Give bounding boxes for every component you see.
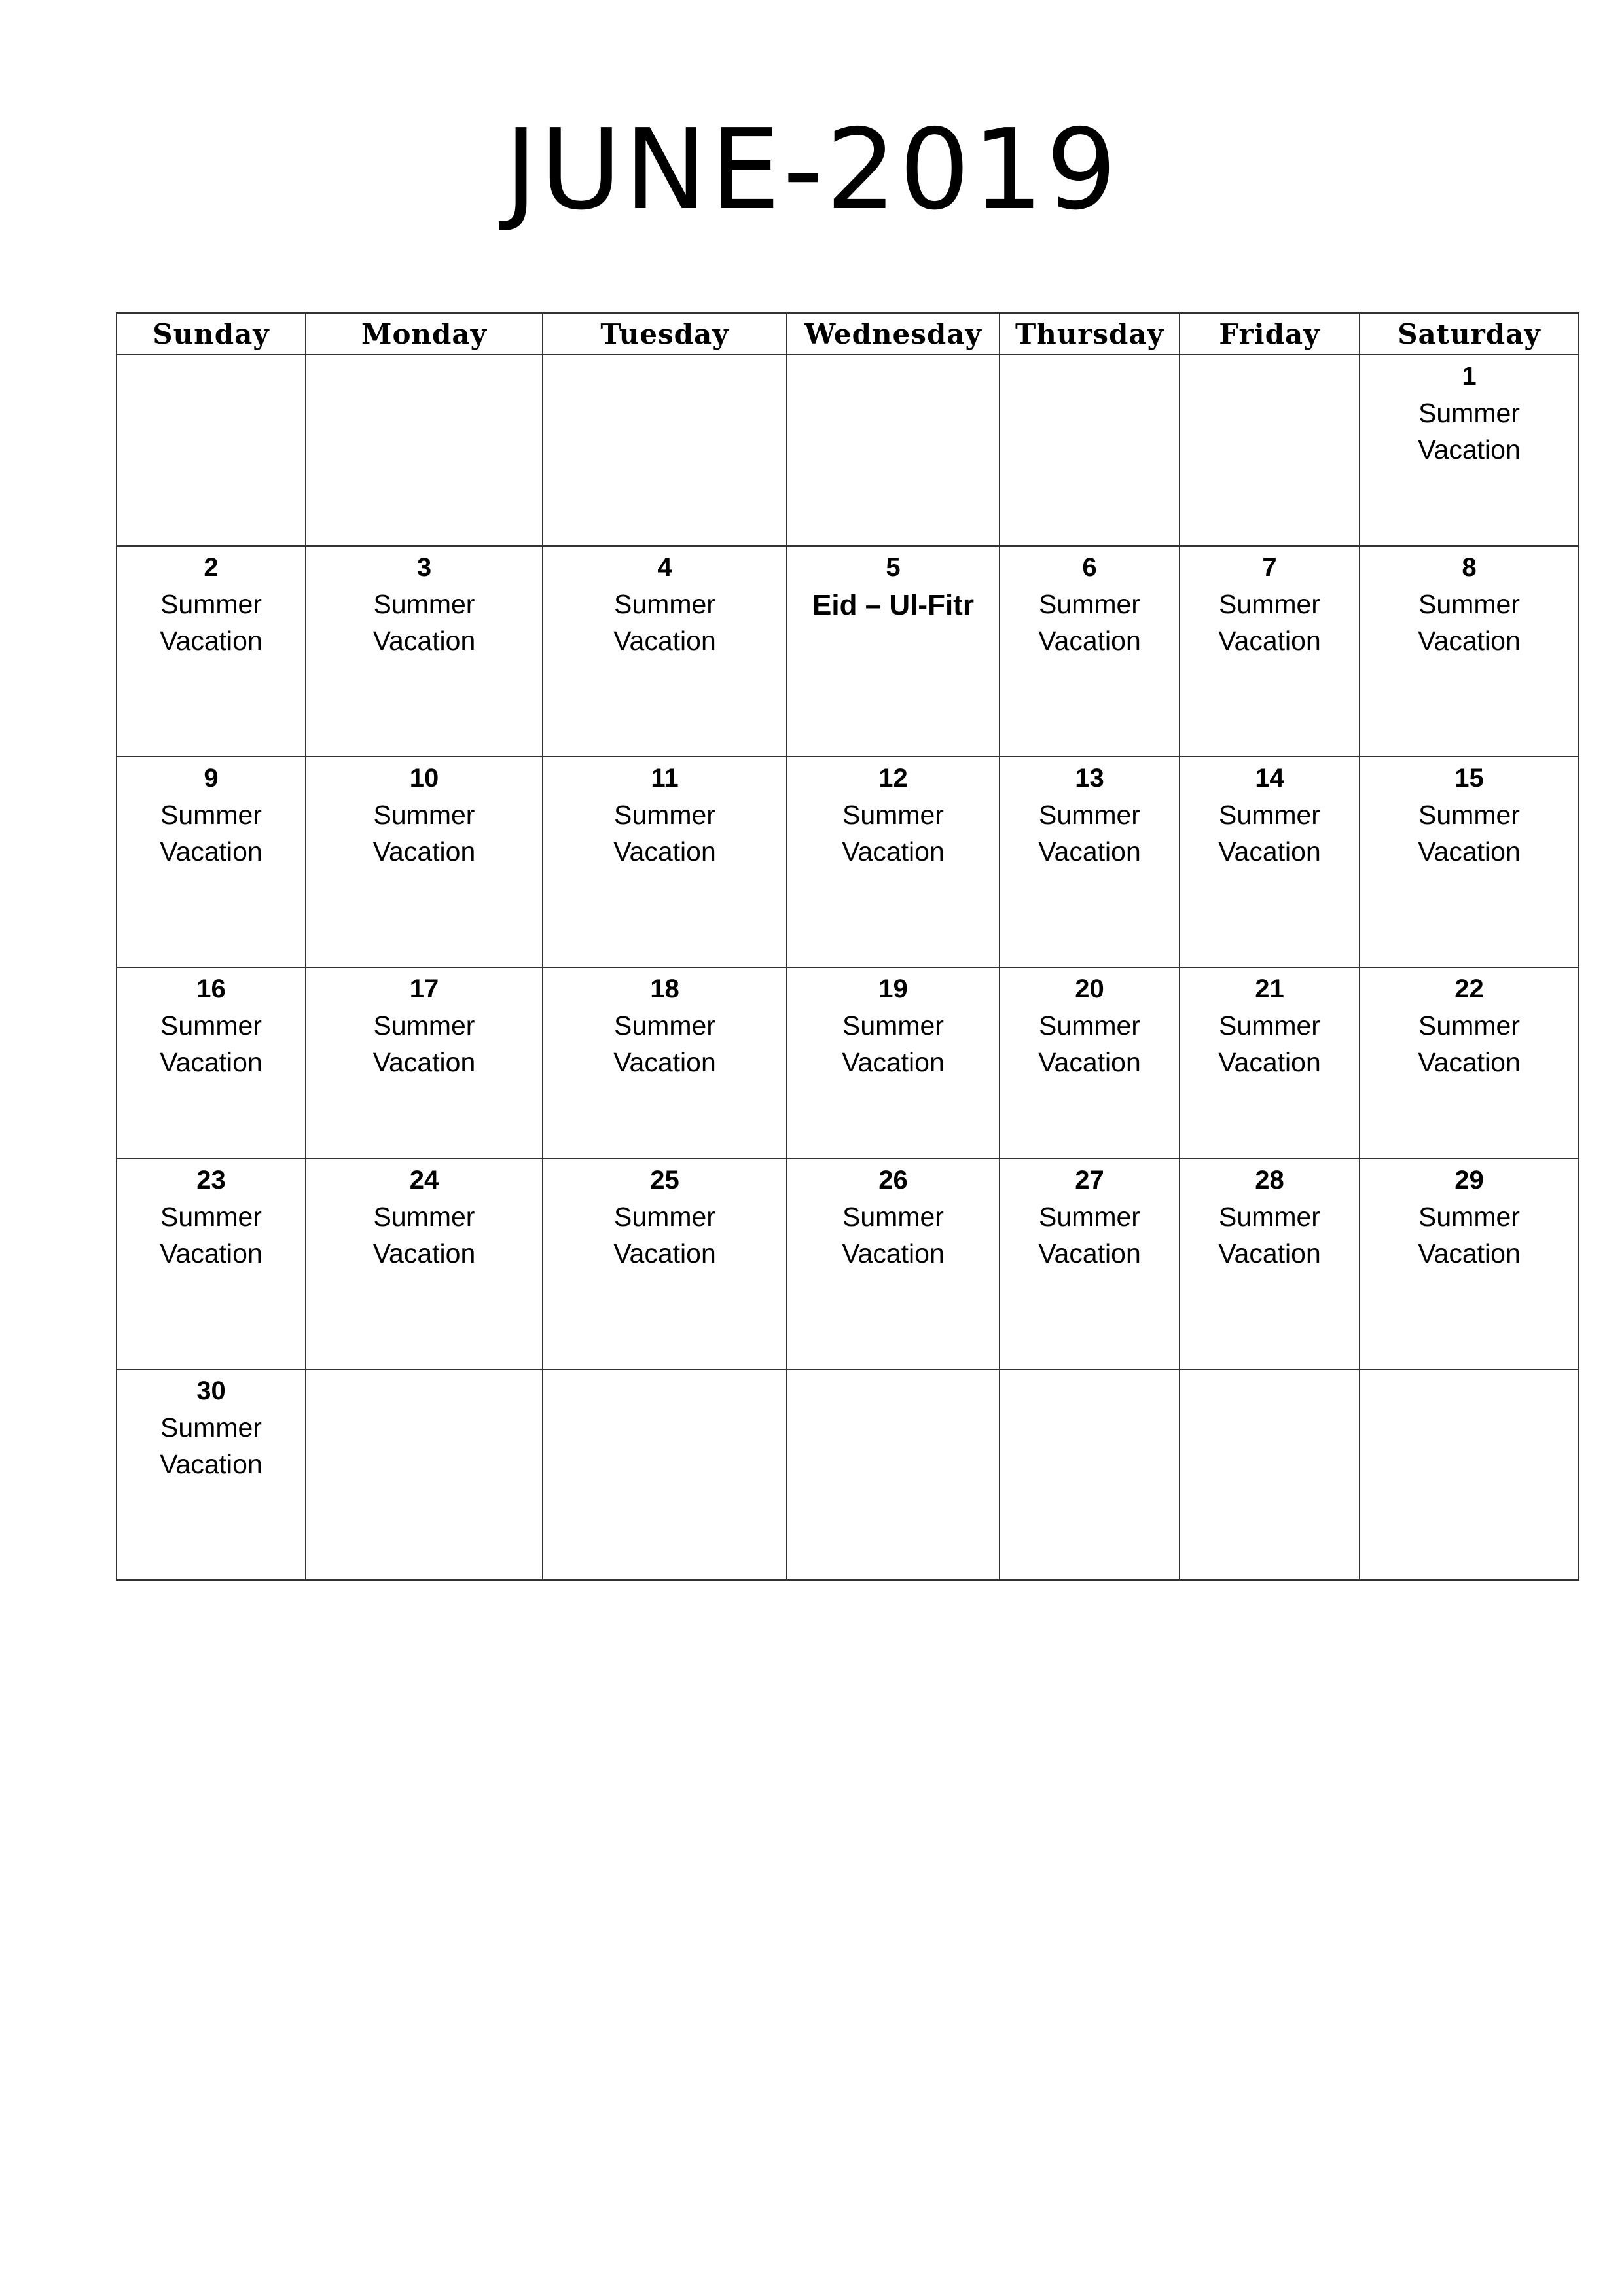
calendar-table [116,312,1579,1581]
day-number: 17 [409,975,439,1003]
calendar-day-cell [543,757,787,967]
calendar-day-cell [1360,1158,1579,1369]
calendar-day-cell [1180,1158,1360,1369]
calendar-week-row [117,967,1579,1158]
calendar-day-cell [1180,757,1360,967]
weekday-header: Friday [1180,313,1360,355]
weekday-header-row [117,313,1579,355]
calendar-day-cell [1360,967,1579,1158]
weekday-header: Monday [306,313,543,355]
calendar-day-cell [787,546,1000,757]
calendar-day-cell [1360,546,1579,757]
event-label: Summer Vacation [842,1011,945,1077]
weekday-header: Wednesday [787,313,1000,355]
day-number: 25 [650,1166,679,1194]
event-label: Summer Vacation [613,1011,716,1077]
event-label: Summer Vacation [1038,1011,1141,1077]
day-number: 21 [1255,975,1284,1003]
event-label: Summer Vacation [1418,398,1521,465]
event-label: Summer Vacation [1038,800,1141,867]
weekday-header: Saturday [1360,313,1579,355]
day-number: 19 [878,975,908,1003]
day-number: 27 [1075,1166,1104,1194]
calendar-day-cell [543,1158,787,1369]
empty-day-cell [1360,1369,1579,1580]
day-number: 8 [1462,553,1477,582]
day-number: 14 [1255,764,1284,793]
day-number: 28 [1255,1166,1284,1194]
calendar-week-row [117,355,1579,546]
empty-day-cell [1000,355,1180,546]
day-number: 15 [1454,764,1484,793]
day-number: 26 [878,1166,908,1194]
event-label: Summer Vacation [613,800,716,867]
event-label: Summer Vacation [160,1202,262,1268]
empty-day-cell [787,1369,1000,1580]
day-number: 2 [204,553,219,582]
day-number: 9 [204,764,219,793]
day-number: 13 [1075,764,1104,793]
calendar-week-row [117,757,1579,967]
day-number: 22 [1454,975,1484,1003]
event-label: Summer Vacation [1038,1202,1141,1268]
calendar-day-cell [1000,1158,1180,1369]
page-title: JUNE-2019 [504,105,1120,235]
empty-day-cell [117,355,306,546]
event-label: Summer Vacation [372,800,476,867]
calendar-day-cell [1180,967,1360,1158]
calendar-day-cell [306,967,543,1158]
event-label: Summer Vacation [1218,1011,1321,1077]
day-number: 5 [886,553,901,582]
weekday-header: Tuesday [543,313,787,355]
day-number: 30 [196,1376,226,1405]
day-number: 3 [416,553,432,582]
day-number: 23 [196,1166,226,1194]
calendar-day-cell [787,967,1000,1158]
calendar-day-cell [306,546,543,757]
calendar-day-cell [306,1158,543,1369]
day-number: 10 [409,764,439,793]
event-label: Summer Vacation [1418,800,1521,867]
calendar-day-cell [117,967,306,1158]
calendar-day-cell [1000,757,1180,967]
calendar-day-cell [787,1158,1000,1369]
calendar-day-cell [117,757,306,967]
event-label: Summer Vacation [160,1412,262,1479]
day-number: 29 [1454,1166,1484,1194]
calendar-day-cell [543,546,787,757]
calendar-week-row [117,1369,1579,1580]
event-label: Summer Vacation [1418,1011,1521,1077]
event-label: Summer Vacation [160,1011,262,1077]
empty-day-cell [1180,1369,1360,1580]
event-label: Summer Vacation [1218,1202,1321,1268]
day-number: 16 [196,975,226,1003]
empty-day-cell [543,1369,787,1580]
calendar-day-cell [306,757,543,967]
calendar-day-cell [1000,967,1180,1158]
empty-day-cell [787,355,1000,546]
calendar-day-cell [543,967,787,1158]
calendar-day-cell [1180,546,1360,757]
calendar-week-row [117,1158,1579,1369]
holiday-label: Eid – Ul-Fitr [812,589,974,621]
day-number: 11 [651,764,679,793]
weekday-header: Thursday [1000,313,1180,355]
event-label: Summer Vacation [372,1202,476,1268]
calendar-day-cell [787,757,1000,967]
empty-day-cell [306,355,543,546]
event-label: Summer Vacation [842,1202,945,1268]
calendar-week-row [117,546,1579,757]
day-number: 20 [1075,975,1104,1003]
day-number: 7 [1262,553,1277,582]
event-label: Summer Vacation [613,589,716,656]
event-label: Summer Vacation [1218,800,1321,867]
calendar-day-cell [1360,355,1579,546]
event-label: Summer Vacation [1038,589,1141,656]
event-label: Summer Vacation [1218,589,1321,656]
day-number: 18 [650,975,679,1003]
event-label: Summer Vacation [160,800,262,867]
calendar-day-cell [117,546,306,757]
event-label: Summer Vacation [1418,1202,1521,1268]
event-label: Summer Vacation [372,1011,476,1077]
event-label: Summer Vacation [842,800,945,867]
event-label: Summer Vacation [372,589,476,656]
day-number: 6 [1082,553,1097,582]
day-number: 1 [1462,362,1477,391]
calendar-day-cell [117,1369,306,1580]
event-label: Summer Vacation [160,589,262,656]
empty-day-cell [306,1369,543,1580]
empty-day-cell [543,355,787,546]
day-number: 12 [878,764,908,793]
weekday-header: Sunday [117,313,306,355]
calendar-day-cell [117,1158,306,1369]
day-number: 24 [409,1166,439,1194]
empty-day-cell [1000,1369,1180,1580]
empty-day-cell [1180,355,1360,546]
event-label: Summer Vacation [1418,589,1521,656]
calendar-day-cell [1000,546,1180,757]
day-number: 4 [657,553,672,582]
calendar-day-cell [1360,757,1579,967]
event-label: Summer Vacation [613,1202,716,1268]
